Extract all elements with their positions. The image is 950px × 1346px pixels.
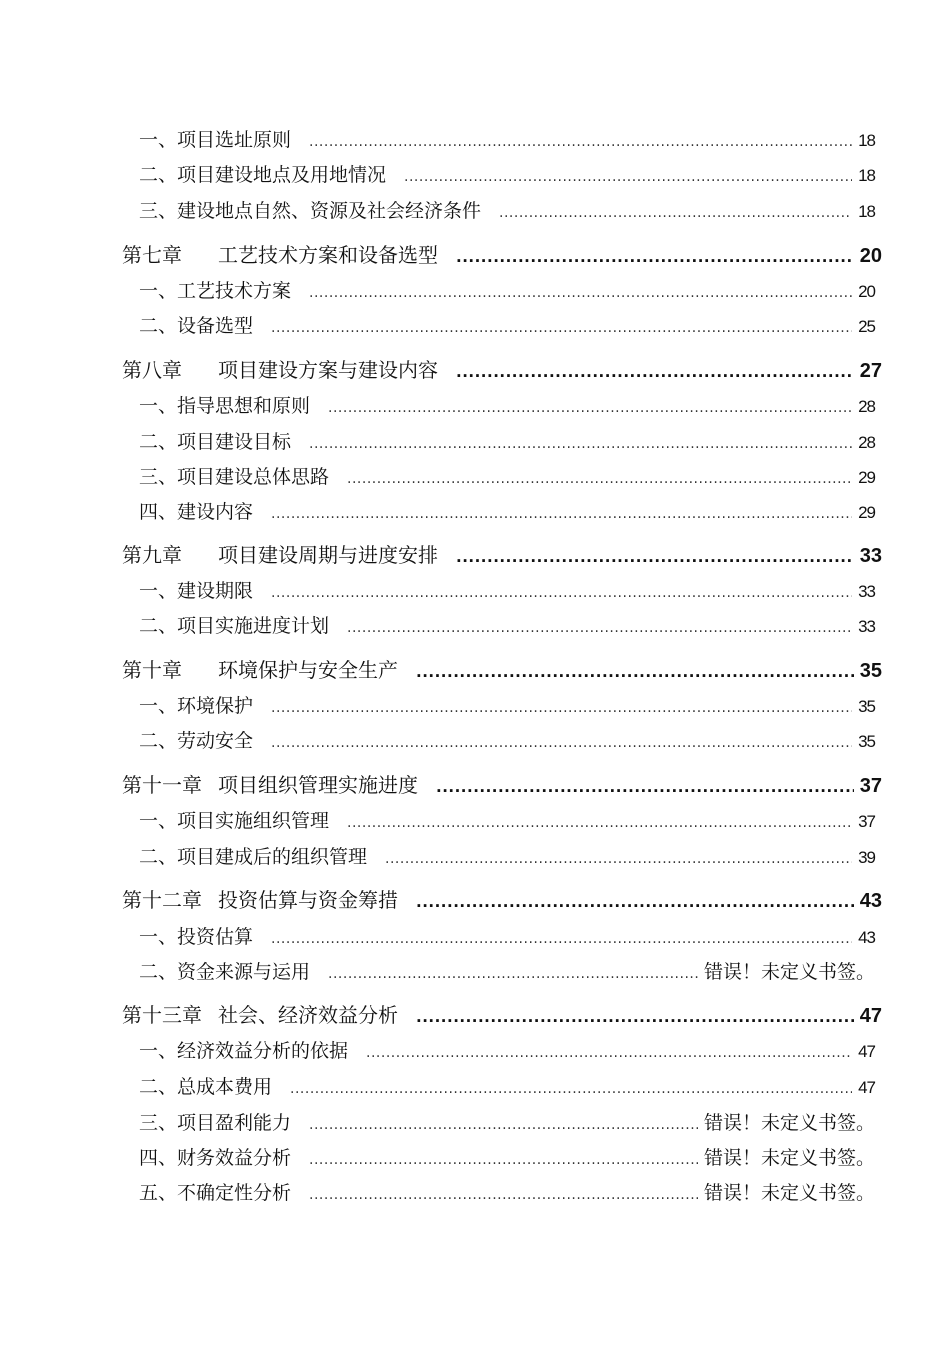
toc-chapter-entry[interactable] xyxy=(122,1001,882,1029)
dot-leader xyxy=(456,243,854,271)
toc-chapter-entry[interactable] xyxy=(122,541,882,569)
page-number: 47 xyxy=(859,1005,882,1027)
entry-title: 项目选址原则 xyxy=(177,129,292,151)
page-number: 43 xyxy=(859,890,882,912)
entry-title: 项目实施进度计划 xyxy=(177,615,330,637)
page-number: 20 xyxy=(858,282,875,301)
entry-number: 二、 xyxy=(139,961,178,983)
entry-title: 项目组织管理实施进度 xyxy=(218,773,418,797)
toc-section-entry[interactable] xyxy=(139,428,875,456)
entry-number: 一、 xyxy=(139,395,178,417)
page-number: 47 xyxy=(858,1078,875,1097)
page-number: 25 xyxy=(858,317,875,336)
entry-title: 经济效益分析的依据 xyxy=(177,1040,349,1062)
dot-leader xyxy=(271,500,852,528)
page-number: 29 xyxy=(858,503,875,522)
page-number: 37 xyxy=(859,775,882,797)
entry-number: 一、 xyxy=(139,695,178,717)
entry-title: 财务效益分析 xyxy=(177,1147,292,1169)
entry-title: 投资估算与资金筹措 xyxy=(218,888,398,912)
entry-number: 一、 xyxy=(139,810,178,832)
dot-leader xyxy=(328,960,698,988)
entry-number: 四、 xyxy=(139,1147,178,1169)
dot-leader xyxy=(271,729,852,757)
toc-section-entry[interactable] xyxy=(139,392,875,420)
toc-section-entry[interactable] xyxy=(139,126,875,154)
entry-title: 环境保护 xyxy=(177,695,254,717)
toc-section-entry[interactable] xyxy=(139,577,875,605)
entry-number: 二、 xyxy=(139,315,178,337)
entry-number: 一、 xyxy=(139,129,178,151)
toc-section-entry[interactable] xyxy=(139,958,875,986)
toc-section-entry[interactable] xyxy=(139,923,875,951)
entry-title: 项目盈利能力 xyxy=(177,1112,292,1134)
dot-leader xyxy=(271,579,852,607)
dot-leader xyxy=(404,163,852,191)
entry-number: 第八章 xyxy=(122,358,182,382)
entry-number: 第九章 xyxy=(122,543,182,567)
entry-title: 项目建设周期与进度安排 xyxy=(218,543,438,567)
page-number: 43 xyxy=(858,928,875,947)
entry-number: 三、 xyxy=(139,466,178,488)
entry-title: 不确定性分析 xyxy=(177,1182,292,1204)
page-number: 28 xyxy=(858,433,875,452)
entry-number: 第十二章 xyxy=(122,888,202,912)
page-number: 39 xyxy=(858,848,875,867)
entry-number: 一、 xyxy=(139,280,178,302)
page-number: 35 xyxy=(858,732,875,751)
entry-title: 投资估算 xyxy=(177,926,254,948)
entry-title: 项目建设目标 xyxy=(177,431,292,453)
entry-number: 二、 xyxy=(139,1076,178,1098)
toc-section-entry[interactable] xyxy=(139,1109,875,1137)
entry-title: 项目建设方案与建设内容 xyxy=(218,358,438,382)
dot-leader xyxy=(309,128,852,156)
entry-title: 项目建成后的组织管理 xyxy=(177,846,368,868)
dot-leader xyxy=(290,1075,852,1103)
dot-leader xyxy=(416,1003,854,1031)
toc-section-entry[interactable] xyxy=(139,612,875,640)
page-number: 33 xyxy=(858,617,875,636)
page-number: 29 xyxy=(858,468,875,487)
toc-section-entry[interactable] xyxy=(139,312,875,340)
dot-leader xyxy=(416,888,854,916)
entry-number: 二、 xyxy=(139,431,178,453)
entry-number: 二、 xyxy=(139,164,178,186)
entry-title: 建设内容 xyxy=(177,501,254,523)
page-number: 错误！未定义书签。 xyxy=(703,1182,875,1204)
dot-leader xyxy=(436,773,854,801)
entry-title: 建设地点自然、资源及社会经济条件 xyxy=(177,200,482,222)
page-number: 错误！未定义书签。 xyxy=(703,1147,875,1169)
dot-leader xyxy=(271,314,852,342)
entry-number: 三、 xyxy=(139,200,178,222)
dot-leader xyxy=(499,199,852,227)
page-number: 27 xyxy=(859,360,882,382)
toc-section-entry[interactable] xyxy=(139,1144,875,1172)
entry-number: 一、 xyxy=(139,926,178,948)
page-number: 18 xyxy=(858,202,875,221)
dot-leader xyxy=(309,279,852,307)
toc-section-entry[interactable] xyxy=(139,277,875,305)
dot-leader xyxy=(456,358,854,386)
toc-section-entry[interactable] xyxy=(139,161,875,189)
toc-chapter-entry[interactable] xyxy=(122,241,882,269)
page-number: 错误！未定义书签。 xyxy=(703,1112,875,1134)
page-number: 47 xyxy=(858,1042,875,1061)
entry-title: 项目实施组织管理 xyxy=(177,810,330,832)
toc-section-entry[interactable] xyxy=(139,498,875,526)
entry-title: 建设期限 xyxy=(177,580,254,602)
dot-leader xyxy=(328,394,852,422)
entry-title: 社会、经济效益分析 xyxy=(218,1003,398,1027)
entry-number: 二、 xyxy=(139,846,178,868)
dot-leader xyxy=(366,1039,852,1067)
entry-number: 一、 xyxy=(139,580,178,602)
toc-section-entry[interactable] xyxy=(139,1073,875,1101)
dot-leader xyxy=(385,845,852,873)
dot-leader xyxy=(271,694,852,722)
toc-chapter-entry[interactable] xyxy=(122,886,882,914)
entry-title: 项目建设地点及用地情况 xyxy=(177,164,387,186)
entry-title: 工艺技术方案和设备选型 xyxy=(218,243,438,267)
dot-leader xyxy=(309,1181,698,1209)
toc-section-entry[interactable] xyxy=(139,692,875,720)
page-number: 28 xyxy=(858,397,875,416)
toc-chapter-entry[interactable] xyxy=(122,656,882,684)
page-number: 33 xyxy=(858,582,875,601)
entry-number: 一、 xyxy=(139,1040,178,1062)
page-number: 20 xyxy=(859,245,882,267)
entry-number: 第十三章 xyxy=(122,1003,202,1027)
entry-title: 资金来源与运用 xyxy=(177,961,311,983)
dot-leader xyxy=(347,614,852,642)
toc-section-entry[interactable] xyxy=(139,843,875,871)
entry-title: 项目建设总体思路 xyxy=(177,466,330,488)
entry-number: 五、 xyxy=(139,1182,178,1204)
dot-leader xyxy=(456,543,854,571)
toc-section-entry[interactable] xyxy=(139,1179,875,1207)
dot-leader xyxy=(271,925,852,953)
entry-number: 二、 xyxy=(139,615,178,637)
page-number: 18 xyxy=(858,131,875,150)
entry-number: 二、 xyxy=(139,730,178,752)
toc-section-entry[interactable] xyxy=(139,463,875,491)
dot-leader xyxy=(309,1146,698,1174)
entry-number: 四、 xyxy=(139,501,178,523)
entry-number: 三、 xyxy=(139,1112,178,1134)
entry-title: 总成本费用 xyxy=(177,1076,273,1098)
page-number: 35 xyxy=(858,697,875,716)
page-number: 35 xyxy=(859,660,882,682)
entry-title: 劳动安全 xyxy=(177,730,254,752)
entry-title: 环境保护与安全生产 xyxy=(218,658,398,682)
dot-leader xyxy=(347,465,852,493)
entry-number: 第十章 xyxy=(122,658,182,682)
page-number: 错误！未定义书签。 xyxy=(703,961,875,983)
dot-leader xyxy=(309,1111,698,1139)
dot-leader xyxy=(416,658,854,686)
dot-leader xyxy=(309,430,852,458)
entry-title: 指导思想和原则 xyxy=(177,395,311,417)
toc-chapter-entry[interactable] xyxy=(122,771,882,799)
toc-section-entry[interactable] xyxy=(139,727,875,755)
page-number: 33 xyxy=(859,545,882,567)
toc-section-entry[interactable] xyxy=(139,197,875,225)
page-number: 37 xyxy=(858,812,875,831)
page-number: 18 xyxy=(858,166,875,185)
entry-number: 第十一章 xyxy=(122,773,202,797)
entry-number: 第七章 xyxy=(122,243,182,267)
entry-title: 工艺技术方案 xyxy=(177,280,292,302)
entry-title: 设备选型 xyxy=(177,315,254,337)
toc-chapter-entry[interactable] xyxy=(122,356,882,384)
toc-section-entry[interactable] xyxy=(139,807,875,835)
toc-section-entry[interactable] xyxy=(139,1037,875,1065)
dot-leader xyxy=(347,809,852,837)
